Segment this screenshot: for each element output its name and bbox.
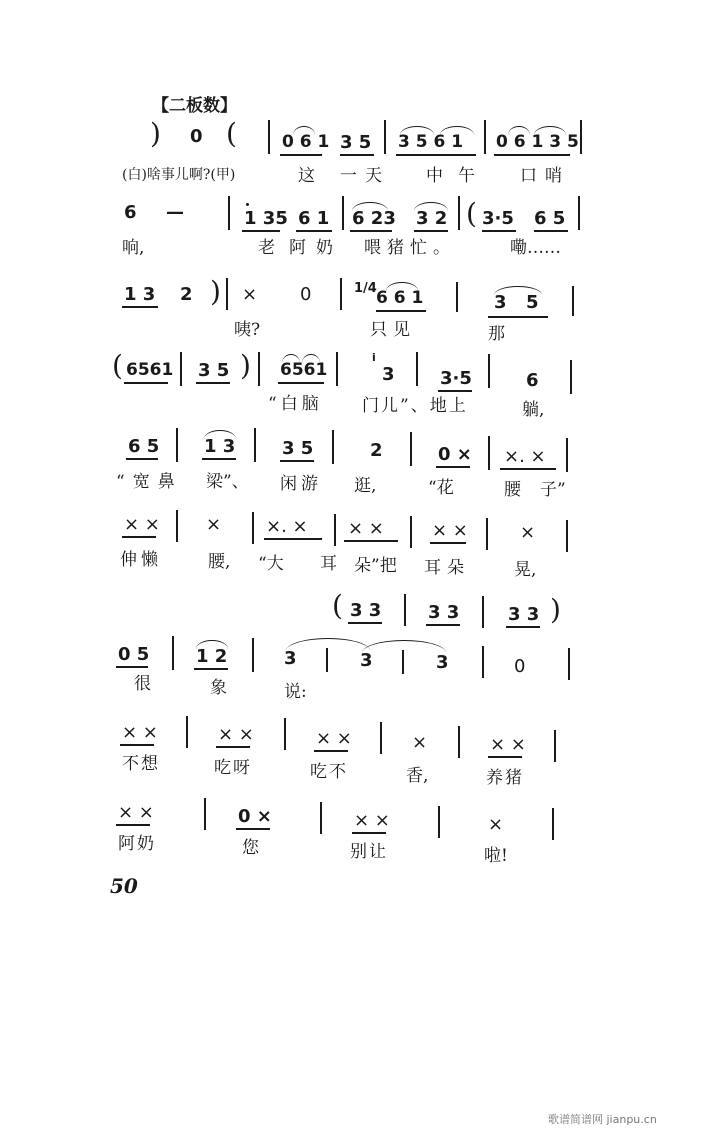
barline: [336, 352, 338, 386]
barline: [252, 512, 254, 544]
note: ×. ×: [504, 446, 546, 467]
lyric: 嘞……: [510, 238, 561, 258]
barline: [384, 120, 386, 154]
note: 0: [514, 656, 526, 677]
note: × ×: [432, 520, 468, 541]
beam: [430, 542, 466, 544]
barline: [172, 636, 174, 670]
note: ): [210, 275, 221, 308]
beam: [120, 744, 154, 746]
beam: [488, 316, 548, 318]
note: ×: [520, 522, 536, 543]
note: 1 3: [124, 284, 156, 305]
beam: [202, 458, 236, 460]
note: 3·5: [482, 208, 514, 229]
beam: [534, 230, 568, 232]
note: × ×: [490, 734, 526, 755]
beam: [194, 668, 228, 670]
barline: [226, 278, 228, 310]
barline: [340, 278, 342, 310]
note: 1 2: [196, 646, 228, 667]
barline: [326, 648, 328, 672]
note: 6 1: [298, 208, 330, 229]
beam: [436, 466, 470, 468]
lyric: 老阿: [258, 238, 320, 258]
beam: [350, 230, 392, 232]
note: 6 23: [352, 208, 396, 229]
note: 0 ×: [238, 806, 272, 827]
lyric: “花: [428, 478, 454, 498]
note: 3: [436, 652, 449, 673]
note: 3·5: [440, 368, 472, 389]
note: ): [240, 349, 251, 382]
note: 3 3: [350, 600, 382, 621]
barline: [342, 196, 344, 230]
barline: [334, 514, 336, 546]
note: —: [166, 202, 184, 223]
barline: [254, 428, 256, 462]
lyric: 别让: [350, 842, 388, 862]
beam: [280, 154, 322, 156]
grace-note: i: [372, 351, 376, 364]
note: 6 6 1: [376, 288, 424, 308]
lyric: 门儿”、地上: [362, 396, 468, 416]
slur: [494, 286, 542, 295]
note: 3 5: [340, 132, 372, 153]
barline: [578, 196, 580, 230]
note: 1 35: [244, 208, 288, 229]
barline: [176, 428, 178, 462]
lyric: 口哨: [520, 166, 570, 186]
barline: [458, 196, 460, 230]
note: 5: [526, 292, 539, 313]
barline: [204, 798, 206, 830]
lyric: 闲游: [280, 474, 322, 494]
note: 1 3: [204, 436, 236, 457]
lyric: 说:: [284, 682, 307, 702]
lyric: 耳: [320, 554, 337, 574]
barline: [332, 430, 334, 464]
beam: [352, 832, 386, 834]
note: 0 5: [118, 644, 150, 665]
lyric: 吃呀: [214, 758, 252, 778]
note: ): [550, 593, 561, 626]
barline: [580, 120, 582, 154]
slur: [534, 126, 566, 135]
barline: [488, 354, 490, 388]
note: 3 3: [428, 602, 460, 623]
beam: [242, 230, 280, 232]
lyric: 阿奶: [118, 834, 156, 854]
barline: [572, 286, 574, 316]
lyric: 逛,: [354, 476, 377, 496]
note: 0: [190, 126, 203, 147]
slur: [352, 202, 388, 211]
lyric: 啦!: [484, 846, 508, 866]
lyric: 象: [210, 678, 227, 698]
note: 2: [370, 440, 383, 461]
note: × ×: [348, 518, 384, 539]
note: ×: [412, 732, 428, 753]
lyric: 午: [458, 166, 475, 186]
note: ×: [242, 284, 258, 305]
note: ×. ×: [266, 516, 308, 537]
beam: [376, 310, 426, 312]
beam: [116, 666, 148, 668]
barline: [456, 282, 458, 312]
note: 3 5 6 1: [398, 132, 464, 152]
lyric: 喂猪忙。: [364, 238, 456, 258]
beam: [124, 382, 168, 384]
beam: [482, 230, 516, 232]
time-signature: 1/4: [354, 281, 377, 296]
beam: [426, 624, 460, 626]
tie: [286, 638, 370, 651]
beam: [236, 828, 270, 830]
barline: [488, 436, 490, 470]
barline: [404, 594, 406, 626]
barline: [258, 352, 260, 386]
lyric: 一天: [340, 166, 390, 186]
lyric: 中: [426, 166, 443, 186]
note: (: [112, 349, 123, 382]
barline: [268, 120, 270, 154]
note: 6 5: [534, 208, 566, 229]
note: 3: [360, 650, 373, 671]
beam: [280, 460, 314, 462]
note: ×: [206, 514, 222, 535]
page-number: 50: [110, 874, 138, 898]
barline: [482, 646, 484, 678]
lyric: “白脑: [268, 394, 323, 414]
lyric: 耳朵: [424, 558, 470, 578]
lyric: 子”: [540, 480, 566, 500]
barline: [186, 716, 188, 748]
note: (: [332, 589, 343, 622]
lyric: (白)啥事儿啊?(甲): [122, 167, 236, 183]
note: 6561: [126, 360, 174, 380]
barline: [252, 638, 254, 672]
barline: [484, 120, 486, 154]
tie: [362, 640, 446, 653]
note: × ×: [118, 802, 154, 823]
note: (: [466, 197, 477, 230]
lyric: 您: [242, 838, 259, 858]
beam: [488, 756, 522, 758]
note: × ×: [354, 810, 390, 831]
beam: [396, 154, 476, 156]
slur: [204, 430, 236, 439]
barline: [284, 718, 286, 750]
beam: [348, 622, 382, 624]
note: × ×: [316, 728, 352, 749]
beam: [122, 536, 156, 538]
barline: [554, 730, 556, 762]
barline: [228, 196, 230, 230]
note: ): [150, 117, 161, 150]
barline: [180, 352, 182, 386]
lyric: 不想: [122, 754, 160, 774]
note: 2: [180, 284, 193, 305]
note: (: [226, 117, 237, 150]
note: 3 5: [198, 360, 230, 381]
barline: [402, 650, 404, 674]
slur: [400, 126, 434, 135]
beam: [116, 824, 150, 826]
note: 6 5: [128, 436, 160, 457]
note: 6: [124, 202, 137, 223]
barline: [482, 596, 484, 628]
lyric: 腰: [504, 480, 521, 500]
barline: [410, 516, 412, 548]
barline: [438, 806, 440, 838]
lyric: 咦?: [234, 320, 261, 340]
note: 3 2: [416, 208, 448, 229]
barline: [410, 432, 412, 466]
note: 0 6 1: [282, 132, 330, 152]
beam: [494, 154, 570, 156]
section-title: 【二板数】: [152, 96, 237, 116]
note: × ×: [124, 514, 160, 535]
lyric: 梁”、: [206, 472, 249, 492]
beam: [506, 626, 540, 628]
beam: [296, 230, 332, 232]
lyric: 那: [488, 324, 505, 344]
note: 0: [300, 284, 312, 305]
lyric: 奶: [316, 238, 333, 258]
barline: [552, 808, 554, 840]
barline: [176, 510, 178, 542]
slur: [414, 202, 448, 211]
slur: [440, 126, 474, 135]
note: 3 5: [282, 438, 314, 459]
lyric: 吃不: [310, 762, 348, 782]
beam: [500, 468, 556, 470]
lyric: 响,: [122, 238, 145, 258]
barline: [570, 360, 572, 394]
beam: [414, 230, 448, 232]
slur: [302, 354, 320, 363]
beam: [278, 382, 324, 384]
beam: [314, 750, 348, 752]
slur: [293, 126, 315, 135]
beam: [438, 390, 472, 392]
slur: [386, 282, 418, 291]
slur: [196, 640, 228, 649]
lyric: 只见: [370, 320, 416, 340]
barline: [566, 520, 568, 552]
lyric: 养猪: [486, 768, 524, 788]
note: 6561: [280, 360, 328, 380]
lyric: “大: [258, 554, 284, 574]
beam: [122, 306, 158, 308]
beam: [196, 382, 230, 384]
barline: [416, 352, 418, 386]
slur: [282, 354, 300, 363]
lyric: “宽鼻: [116, 472, 183, 492]
note: 6: [526, 370, 539, 391]
note: × ×: [122, 722, 158, 743]
barline: [568, 648, 570, 680]
lyric: 这: [298, 166, 315, 186]
barline: [566, 438, 568, 472]
barline: [458, 726, 460, 758]
beam: [126, 458, 158, 460]
lyric: 腰,: [208, 552, 231, 572]
barline: [320, 802, 322, 834]
lyric: 躺,: [522, 400, 545, 420]
high-dot: [246, 203, 249, 206]
beam: [344, 540, 398, 542]
barline: [486, 518, 488, 550]
slur: [508, 126, 530, 135]
lyric: 伸懒: [120, 550, 162, 570]
beam: [340, 154, 374, 156]
lyric: 很: [134, 674, 151, 694]
barline: [380, 722, 382, 754]
beam: [216, 746, 250, 748]
note: 3: [284, 648, 297, 669]
lyric: 晃,: [514, 560, 537, 580]
note: 3 3: [508, 604, 540, 625]
note: 3: [382, 364, 395, 385]
lyric: 香,: [406, 766, 429, 786]
note: × ×: [218, 724, 254, 745]
note: 0 6 1 3 5: [496, 132, 579, 152]
note: ×: [488, 814, 504, 835]
note: 3: [494, 292, 507, 313]
beam: [264, 538, 322, 540]
watermark-text: 歌谱简谱网 jianpu.cn: [548, 1113, 657, 1126]
lyric: 朵”把: [354, 556, 397, 576]
note: 0 ×: [438, 444, 472, 465]
